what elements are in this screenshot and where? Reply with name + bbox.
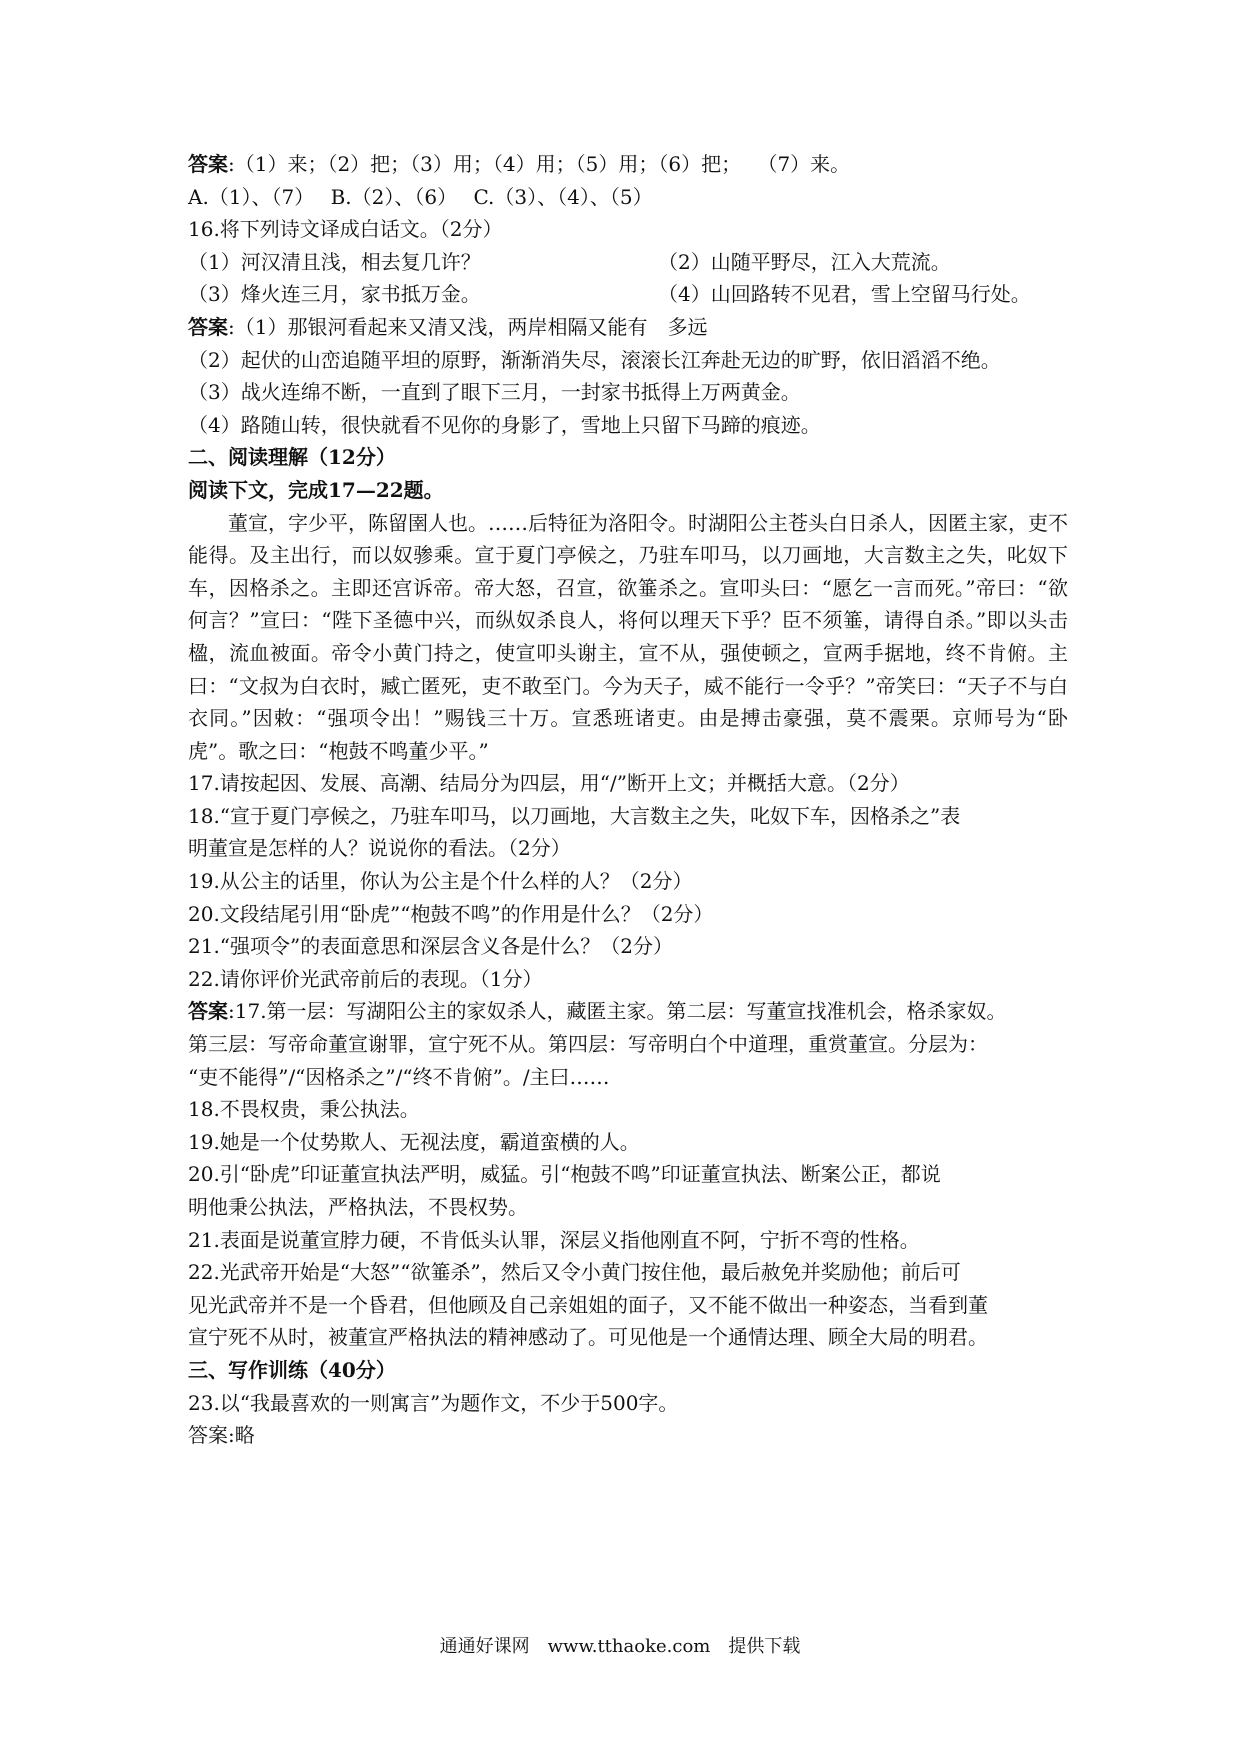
question-17: 17.请按起因、发展、高潮、结局分为四层，用“/”断开上文；并概括大意。（2分） [188, 771, 910, 796]
answer-15 [188, 148, 1068, 181]
question-16-item-2: （2）山随平野尽，江入大荒流。 [658, 249, 951, 274]
page-footer: 通通好课网 www.tthaoke.com 提供下载 [439, 1636, 801, 1657]
question-16-title: 16.将下列诗文译成白话文。（2分） [188, 217, 503, 242]
answer-16-4: （4）路随山转，很快就看不见你的身影了，雪地上只留下马蹄的痕迹。 [188, 412, 821, 437]
question-20: 20.文段结尾引用“卧虎”“枹鼓不鸣”的作用是什么？（2分） [188, 901, 714, 926]
answer-19: 19.她是一个仗势欺人、无视法度，霸道蛮横的人。 [188, 1129, 640, 1154]
question-16-item-4: （4）山回路转不见君，雪上空留马行处。 [658, 282, 1031, 307]
answer-17-text: :17.第一层：写湖阳公主的家奴杀人，藏匿主家。第二层：写董宣找准机会，格杀家奴。 [228, 999, 1007, 1024]
answer-17-line-1 [188, 995, 1068, 1028]
answer-17-line-3: “吏不能得”/“因格杀之”/“终不肯俯”。/主曰…… [188, 1064, 610, 1089]
answer-22-line-3: 宣宁死不从时，被董宣严格执法的精神感动了。可见他是一个通情达理、顾全大局的明君。 [188, 1325, 988, 1350]
question-16-item-3: （3）烽火连三月，家书抵万金。 [188, 282, 481, 307]
answer-23: 答案:略 [188, 1423, 255, 1448]
section-3-heading: 三、写作训练（40分） [188, 1357, 396, 1382]
question-16-item-1: （1）河汉清且浅，相去复几许？ [188, 249, 481, 274]
answer-22-line-2: 见光武帝并不是一个昏君，但他顾及自己亲姐姐的面子，又不能不做出一种姿态，当看到董 [188, 1292, 988, 1317]
answer-17-line-2: 第三层：写帝命董宣谢罪，宣宁死不从。第四层：写帝明白个中道理，重赏董宣。分层为： [188, 1032, 988, 1057]
section-2-instruction: 阅读下文，完成17—22题。 [188, 477, 444, 502]
section-2-heading: 二、阅读理解（12分） [188, 445, 396, 470]
answer-18: 18.不畏权贵，秉公执法。 [188, 1097, 420, 1122]
question-16-row-2 [188, 278, 1068, 311]
answer-22-line-1: 22.光武帝开始是“大怒”“欲箠杀”，然后又令小黄门按住他，最后赦免并奖励他；前后可 [188, 1260, 961, 1285]
answer-label: 答案 [188, 152, 228, 176]
question-21: 21.“强项令”的表面意思和深层含义各是什么？（2分） [188, 934, 673, 959]
question-18-line-2: 明董宣是怎样的人？说说你的看法。（2分） [188, 836, 571, 861]
answer-16-3: （3）战火连绵不断，一直到了眼下三月，一封家书抵得上万两黄金。 [188, 380, 801, 405]
reading-passage: 董宣，字少平，陈留圉人也。……后特征为洛阳令。时湖阳公主苍头白日杀人，因匿主家，吏不能得。及主出行，而以奴骖乘。宣于夏门亭候之，乃驻车叩马，以刀画地，大言数主之失，叱奴下车，因格杀之。主即还宫诉帝。帝大怒，召宣，欲箠杀之。宣叩头曰：“愿乞一言而死。”帝曰：“欲何言？”宣曰：“陛下圣德中兴，而纵奴杀良人，将何以理天下乎？臣不须箠，请得自杀。”即以头击楹，流血被面。帝令小黄门持之，使宣叩头谢主，宣不从，强使顿之，宣两手据地，终不肯俯。主曰：“文叔为白衣时，臧亡匿死，吏不敢至门。今为天子，威不能行一令乎？”帝笑曰：“天子不与白衣同。”因敕：“强项令出！”赐钱三十万。宣悉班诸吏。由是搏击豪强，莫不震栗。京师号为“卧虎”。歌之曰：“枹鼓不鸣董少平。” [188, 510, 1068, 763]
answer-16-2: （2）起伏的山峦追随平坦的原野，渐渐消失尽，滚滚长江奔赴无边的旷野，依旧滔滔不绝。 [188, 347, 1001, 372]
question-16-row-1 [188, 246, 1068, 279]
answer-label: 答案 [188, 314, 228, 339]
answer-21: 21.表面是说董宣脖力硬，不肯低头认罪，深层义指他刚直不阿，宁折不弯的性格。 [188, 1227, 920, 1252]
question-19: 19.从公主的话里，你认为公主是个什么样的人？（2分） [188, 869, 693, 894]
question-22: 22.请你评价光武帝前后的表现。（1分） [188, 966, 543, 991]
answer-20-line-1: 20.引“卧虎”印证董宣执法严明，威猛。引“枹鼓不鸣”印证董宣执法、断案公正，都说 [188, 1162, 941, 1187]
question-18-line-1: 18.“宣于夏门亭候之，乃驻车叩马，以刀画地，大言数主之失，叱奴下车，因格杀之”表 [188, 803, 961, 828]
answer-16-1 [188, 311, 1068, 344]
document-page [188, 148, 1068, 1452]
answer-16-1-text: :（1）那银河看起来又清又浅，两岸相隔又能有 多远 [228, 314, 708, 339]
answer-15-text: :（1）来；（2）把；（3）用；（4）用；（5）用；（6）把； （7）来。 [228, 152, 851, 176]
answer-label: 答案 [188, 999, 228, 1024]
answer-15-groups: A.（1）、（7） B.（2）、（6） C.（3）、（4）、（5） [188, 184, 653, 209]
answer-20-line-2: 明他秉公执法，严格执法，不畏权势。 [188, 1195, 528, 1219]
question-23: 23.以“我最喜欢的一则寓言”为题作文，不少于500字。 [188, 1390, 679, 1415]
